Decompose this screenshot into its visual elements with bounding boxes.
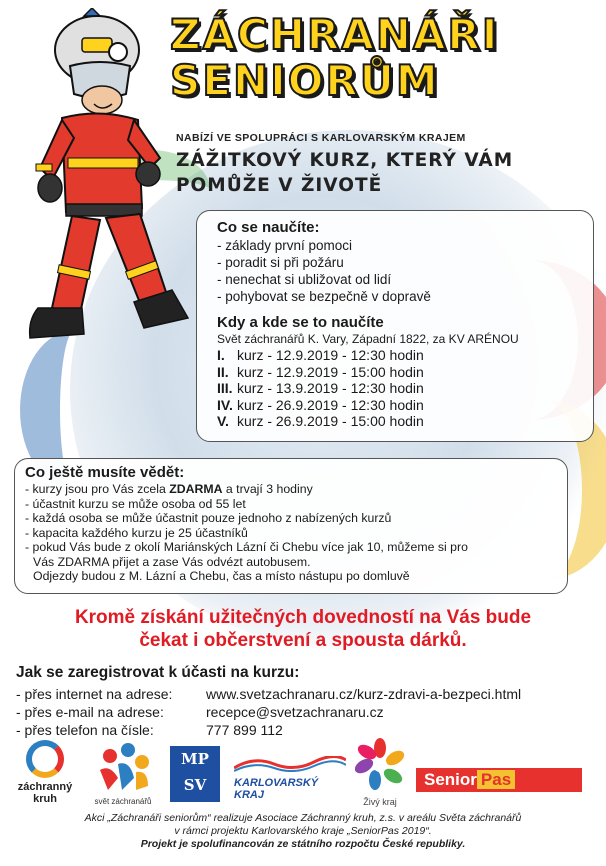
registration-row [16,703,596,721]
additional-info-box [14,458,568,594]
subtitle-line-1: ZÁŽITKOVÝ KURZ, KTERÝ VÁM [176,150,514,171]
course-date: kurz - 26.9.2019 - 15:00 hodin [237,413,424,429]
list-item [25,482,557,497]
more-heading: Co ještě musíte vědět: [25,464,185,481]
course-info-box [196,210,594,442]
subtitle-small: NABÍZÍ VE SPOLUPRÁCI S KARLOVARSKÝM KRAJEM [176,132,466,144]
page-title [170,12,590,104]
course-number: III. [217,380,233,396]
course-number: II. [217,363,229,380]
svet-zachranaru-logo [88,738,158,808]
schedule-section [217,314,573,430]
list-item: - nenechat si ubližovat od lidí [217,272,392,287]
subtitle-line-2: POMŮŽE V ŽIVOTĚ [176,175,383,196]
logo-text: Pas [477,770,515,789]
list-item: - základy první pomoci [217,238,353,253]
phone-number[interactable]: 777 899 112 [206,722,283,738]
footer-note [10,812,596,851]
venue-address: Svět záchranářů K. Vary, Západní 1822, za KV ARÉNOU [217,332,519,346]
logo-text-line: SV [183,776,207,794]
footer-line: Projekt je spolufinancován ze státního rozpočtu České republiky. [140,838,466,850]
email-link[interactable]: recepce@svetzachranaru.cz [206,704,384,720]
registration-label: - přes e-mail na adrese: [16,704,164,720]
list-item: Odjezdy budou z M. Lázní a Chebu, čas a místo nástupu po domluvě [33,569,410,583]
learn-heading: Co se naučíte: [217,219,320,236]
wave-icon [234,756,346,772]
list-item: - účastnit kurzu se může osoba od 55 let [25,496,246,511]
footer-line: Akci „Záchranáři seniorům“ realizuje Asociace Záchranný kruh, z.s. v areálu Světa záchranářů [84,812,522,824]
free-post: a trvají 3 hodiny [222,482,313,496]
learn-list [217,237,573,305]
registration-row [16,685,596,703]
logo-text: KARLOVARSKÝ KRAJ [234,777,319,801]
firefighter-mascot-icon [22,8,192,358]
flower-icon [355,738,405,792]
zachranny-kruh-logo [10,740,80,806]
website-link[interactable]: www.svetzachranaru.cz/kurz-zdravi-a-bezpeci.html [206,686,522,702]
registration-label: - přes telefon na čísle: [16,722,154,738]
course-date: kurz - 12.9.2019 - 15:00 hodin [237,363,424,380]
registration-heading: Jak se zaregistrovat k účasti na kurzu: [16,664,300,681]
logo-text: svět záchranářů [94,797,152,806]
registration-label: - přes internet na adrese: [16,686,173,702]
registration-section [16,664,596,739]
mpsv-logo [170,746,220,802]
course-date: kurz - 13.9.2019 - 12:30 hodin [237,380,424,396]
karlovarsky-kraj-logo [234,756,346,801]
title-line-2: SENIORŮM [170,56,440,105]
course-row [217,364,573,381]
list-item: - pokud Vás bude z okolí Mariánských Lázní či Chebu více jak 10, můžeme si pro [25,540,468,554]
ring-icon [26,740,64,778]
logo-text: Senior [424,770,477,789]
logo-text-line: MP [181,750,209,768]
course-number: IV. [217,396,233,413]
logo-text: Živý kraj [363,797,397,807]
more-list [25,482,557,584]
promo-line-1: Kromě získání užitečných dovedností na Vás bude [74,607,532,628]
course-date: kurz - 26.9.2019 - 12:30 hodin [237,396,424,413]
registration-row [16,721,596,739]
promo-line-2: čekat i občerstvení a spousta dárků. [139,630,467,651]
when-heading: Kdy a kde se to naučíte [217,314,384,331]
partner-logos [0,738,606,810]
list-item: Vás ZDARMA přijet a zase Vás odvézt autobusem. [33,554,311,569]
course-number: V. [217,413,229,429]
subtitle [176,148,596,198]
course-number: I. [217,347,225,363]
free-badge: ZDARMA [169,482,223,496]
promo-text [10,606,596,652]
course-row [217,347,573,364]
zivy-kraj-logo [352,738,408,808]
list-item: - každá osoba se může účastnit pouze jednoho z nabízených kurzů [25,511,392,525]
course-row [217,413,573,430]
free-pre: - kurzy jsou pro Vás zcela [25,482,170,496]
seniorpas-logo [416,768,582,792]
logo-text-line: kruh [33,793,57,805]
logo-text [10,781,80,805]
list-item: - kapacita každého kurzu je 25 účastníků [25,525,248,540]
list-item: - pohybovat se bezpečně v dopravě [217,289,431,304]
course-row [217,397,573,414]
course-row [217,380,573,397]
logo-text-line: záchranný [17,781,73,793]
list-item: - poradit si při požáru [217,255,344,270]
footer-line: v rámci projektu Karlovarského kraje „SeniorPas 2019“. [174,825,432,837]
course-date: kurz - 12.9.2019 - 12:30 hodin [237,347,424,363]
title-line-1: ZÁCHRANÁŘI [170,10,500,59]
